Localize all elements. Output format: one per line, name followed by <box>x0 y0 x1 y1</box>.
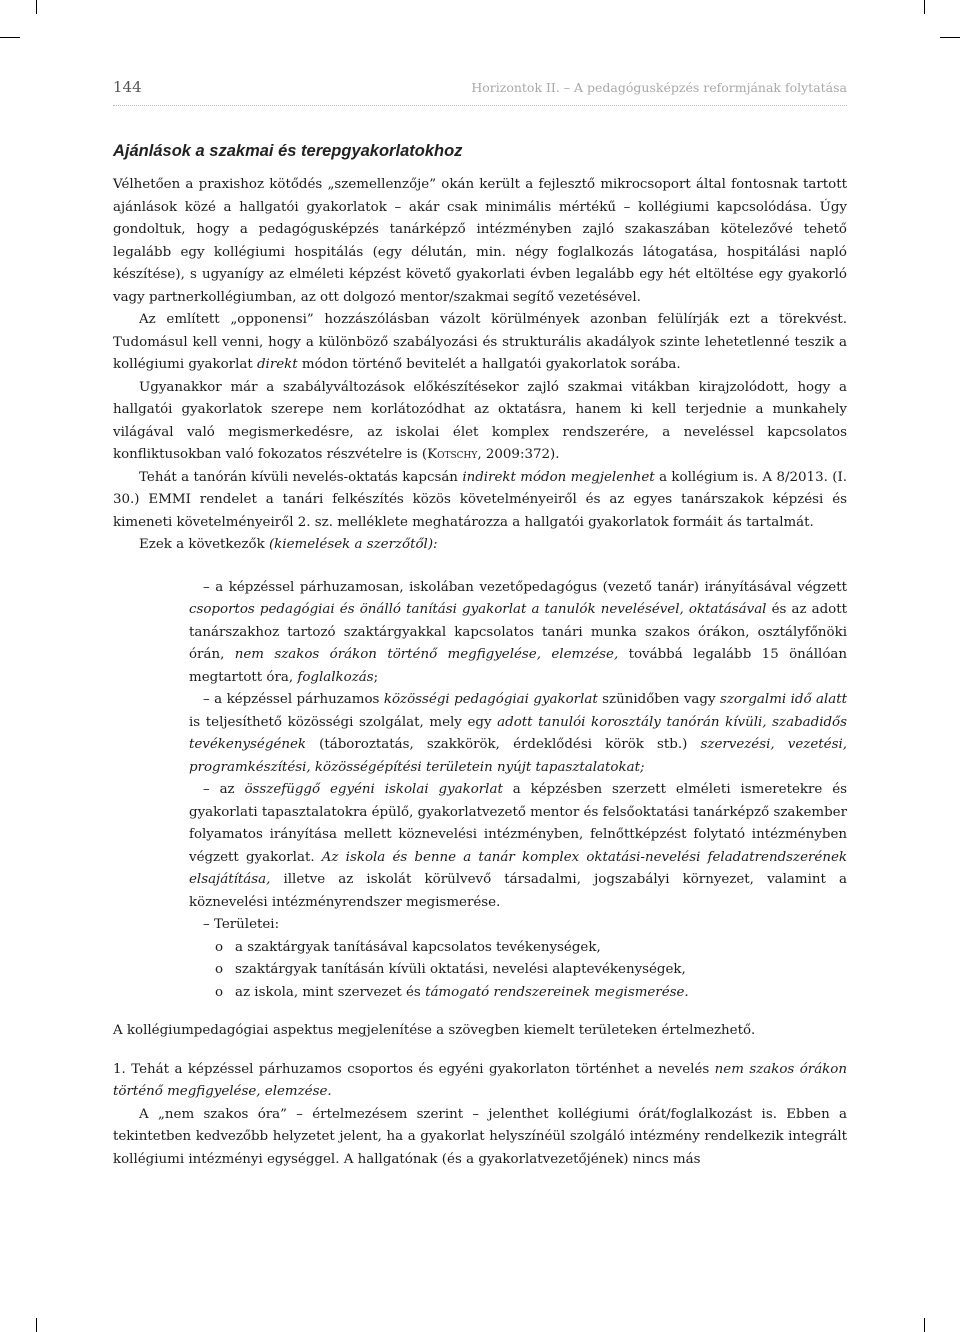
crop-mark <box>924 1318 925 1332</box>
bullet-marker: o <box>215 939 224 955</box>
quote-item: – az összefüggő egyéni iskolai gyakorlat a képzésben szerzett elméleti ismeretekre és gyakorlati tapasztalatokra épülő, gyakorlatvezető mentor és felsőoktatási tanárképző szakember folyamatos irányítása mellett köznevelési intézményben, felnőttképzést folytató intézményben végzett gyakorlat. Az iskola és benne a tanár komplex oktatási-nevelési feladatrendszerének elsajátítása, illetve az iskolát körülvevő társadalmi, jogszabályi környezet, valamint a köznevelési intézményrendszer megismerése. <box>189 782 847 910</box>
bullet-marker: o <box>215 962 224 977</box>
paragraph: Tehát a tanórán kívüli nevelés-oktatás kapcsán indirekt módon megjelenhet a kollégium is. A 8/2013. (I. 30.) EMMI rendelet a tanári felkészítés közös követelményeiről és az egyes tanárszakok képzési és kimeneti követelményeiről 2. sz. melléklete meghatározza a hallgatói gyakorlatok formáit ás tartalmát. <box>113 469 847 530</box>
list-item: o szaktárgyak tanításán kívüli oktatási, nevelési alaptevékenységek, <box>215 959 847 982</box>
crop-mark <box>940 37 960 38</box>
quote-item: – a képzéssel párhuzamos közösségi pedagógiai gyakorlat szünidőben vagy szorgalmi idő alatt is teljesíthető közösségi szolgálat, mely egy adott tanulói korosztály tanórán kívüli, szabadidős tevékenységének (táboroztatás, szakkörök, érdeklődési körök stb.) szervezési, vezetési, programkészítési, közösségépítési területein nyújt tapasztalatokat; <box>189 692 847 775</box>
section-title: Ajánlások a szakmai és terepgyakorlatokhoz <box>113 142 463 160</box>
crop-mark <box>36 1318 37 1332</box>
sub-list <box>189 937 847 1005</box>
crop-mark <box>924 0 925 14</box>
paragraph: Ugyanakkor már a szabályváltozások előkészítésekor zajló szakmai vitákban kirajzolódott, hogy a hallgatói gyakorlatok szerepe nem korlátozódhat az oktatásra, hanem ki kell terjednie a munkahely világával való megismerkedésre, az iskolai élet komplex rendszerére, a neveléssel kapcsolatos konfliktusokban való fokozatos részvételre is (Kotschy, 2009:372). <box>113 379 847 462</box>
paragraph: 1. Tehát a képzéssel párhuzamos csoportos és egyéni gyakorlaton történhet a nevelés nem szakos órákon történő megfigyelése, elemzése. <box>113 1061 847 1099</box>
page-number: 144 <box>113 78 142 96</box>
page-body <box>113 142 847 1171</box>
paragraph: A „nem szakos óra” – értelmezésem szerint – jelenthet kollégiumi órát/foglalkozást is. Ebben a tekintetben kedvezőbb helyzetet jelent, ha a gyakorlat helyszínéül szolgáló intézmény rendelkezik integrált kollégiumi intézményi egységgel. A hallgatónak (és a gyakorlatvezetőjének) nincs más <box>113 1106 847 1167</box>
paragraph: Vélhetően a praxishoz kötődés „szemellenzője” okán került a fejlesztő mikrocsoport által fontosnak tartott ajánlások közé a hallgatói gyakorlatok – akár csak minimális mértékű – kollégiumi kapcsolódása. Úgy gondoltuk, hogy a pedagógusképzés tanárképző intézményben zajló szakaszában kötelezővé tehető legalább egy kollégiumi hospitálás (egy délután, min. négy foglalkozás látogatása, hospitálási napló készítése), s ugyanígy az elméleti képzést követő gyakorlati évben legalább egy hét eltöltése egy gyakorló vagy partnerkollégiumban, az ott dolgozó mentor/szakmai segítő vezetésével. <box>113 177 847 305</box>
paragraph: Az említett „opponensi” hozzászólásban vázolt körülmények azonban felülírják ezt a törekvést. Tudomásul kell venni, hogy a különböző szabályozási és strukturális akadályok szinte lehetetlenné teszik a kollégiumi gyakorlat direkt módon történő bevitelét a hallgatói gyakorlatok sorába. <box>113 312 847 372</box>
header-divider <box>113 105 847 106</box>
running-head: Horizontok II. – A pedagógusképzés reformjának folytatása <box>471 80 847 95</box>
quote-item: – a képzéssel párhuzamosan, iskolában vezetőpedagógus (vezető tanár) irányításával végzett csoportos pedagógiai és önálló tanítási gyakorlat a tanulók nevelésével, oktatásával és az adott tanárszakhoz tartozó szaktárgyakkal kapcsolatos tanári munka szakos órákon, osztályfőnöki órán, nem szakos órákon történő megfigyelése, elemzése, továbbá legalább 15 önállóan megtartott óra, foglalkozás; <box>189 579 848 685</box>
bullet-marker: o <box>215 984 224 1000</box>
quote-item: – Területei: <box>203 917 280 932</box>
paragraph: A kollégiumpedagógiai aspektus megjelenítése a szövegben kiemelt területeken értelmezhető. <box>113 1023 756 1038</box>
page-header <box>113 78 847 104</box>
author-name: Kotschy <box>427 447 478 462</box>
block-quote <box>189 577 847 1005</box>
list-item: o az iskola, mint szervezet és támogató rendszereinek megismerése. <box>215 982 847 1005</box>
paragraph: Ezek a következők (kiemelések a szerzőtől): <box>139 537 438 552</box>
crop-mark <box>36 0 37 14</box>
list-item: o a szaktárgyak tanításával kapcsolatos tevékenységek, <box>215 937 847 960</box>
crop-mark <box>0 37 20 38</box>
